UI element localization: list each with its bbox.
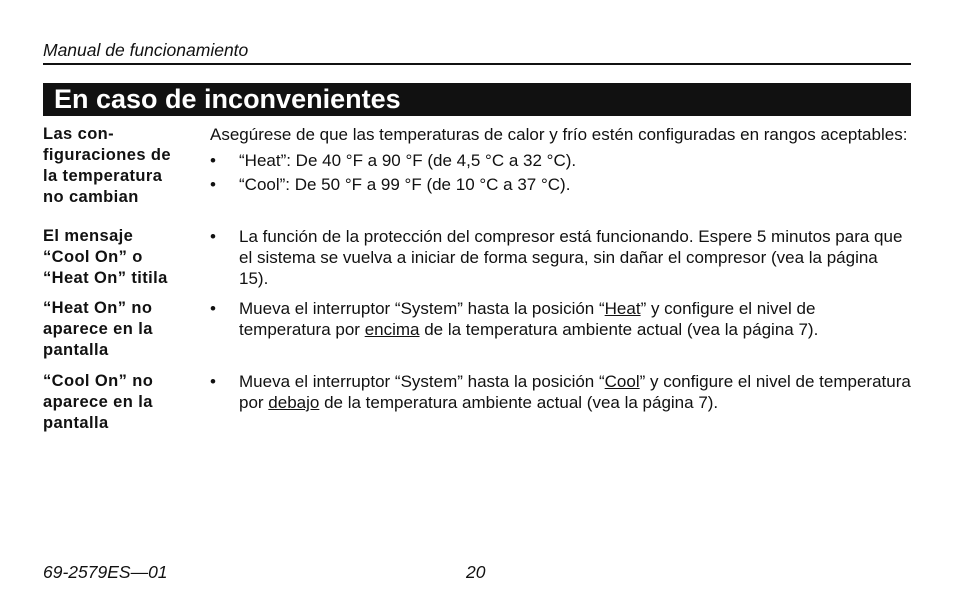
problem-line: no cambian <box>43 188 139 206</box>
bullet-text-part: de la temperatura ambiente actual (vea la página 7). <box>319 393 719 412</box>
problem-line: pantalla <box>43 414 109 432</box>
solution-bullet <box>210 298 911 340</box>
solution-bullet <box>210 371 911 413</box>
bullet-text <box>239 299 818 339</box>
problem-line: pantalla <box>43 341 109 359</box>
page-number: 20 <box>466 562 486 582</box>
problem-line: “Heat On” no <box>43 299 153 317</box>
direction-below-underlined: debajo <box>268 393 320 412</box>
problem-label <box>43 298 203 361</box>
mode-heat-underlined: Heat <box>604 299 641 318</box>
solution-bullet <box>210 174 911 195</box>
bullet-text-part: ” y configure el nivel de temperatura por <box>239 372 911 412</box>
section-title-bar <box>43 83 911 116</box>
solution-text <box>210 371 911 413</box>
bullet-text-part: ” y configure el nivel de temperatura por <box>239 299 816 339</box>
bullet-dot: • <box>210 175 216 194</box>
problem-line: aparece en la <box>43 393 153 411</box>
solution-bullet <box>210 226 911 289</box>
problem-line: figuraciones de <box>43 146 171 164</box>
bullet-text-part: Mueva el interruptor “System” hasta la posición “ <box>239 299 605 318</box>
mode-cool-underlined: Cool <box>604 372 640 391</box>
header-rule <box>43 63 911 65</box>
solution-text <box>210 124 911 195</box>
solution-bullet <box>210 150 911 171</box>
bullet-dot: • <box>210 372 216 391</box>
document-code: 69-2579ES—01 <box>43 562 168 582</box>
solution-text <box>210 226 911 289</box>
problem-label <box>43 226 203 289</box>
problem-line: “Cool On” no <box>43 372 154 390</box>
solution-intro: Asegúrese de que las temperaturas de calor y frío estén configuradas en rangos aceptables: <box>210 125 908 144</box>
solution-text <box>210 298 911 340</box>
bullet-dot: • <box>210 299 216 318</box>
bullet-text: “Heat”: De 40 °F a 90 °F (de 4,5 °C a 32 °C). <box>239 151 577 170</box>
section-title: En caso de inconvenientes <box>54 84 401 114</box>
problem-line: la temperatura <box>43 167 163 185</box>
problem-line: “Heat On” titila <box>43 269 168 287</box>
bullet-text: “Cool”: De 50 °F a 99 °F (de 10 °C a 37 °C). <box>239 175 571 194</box>
bullet-dot: • <box>210 227 216 246</box>
running-head: Manual de funcionamiento <box>43 40 249 60</box>
bullet-text-part: Mueva el interruptor “System” hasta la posición “ <box>239 372 605 391</box>
bullet-text <box>239 372 911 412</box>
direction-above-underlined: encima <box>364 320 420 339</box>
problem-label <box>43 371 203 434</box>
problem-line: Las con- <box>43 125 115 143</box>
problem-line: aparece en la <box>43 320 153 338</box>
bullet-text: La función de la protección del compresor está funcionando. Espere 5 minutos para que el sistema se vuelva a iniciar de forma segura, sin dañar el compresor (vea la página 15). <box>239 227 903 288</box>
problem-line: El mensaje <box>43 227 134 245</box>
problem-label <box>43 124 203 208</box>
bullet-dot: • <box>210 151 216 170</box>
bullet-text-part: de la temperatura ambiente actual (vea la página 7). <box>419 320 819 339</box>
problem-line: “Cool On” o <box>43 248 143 266</box>
